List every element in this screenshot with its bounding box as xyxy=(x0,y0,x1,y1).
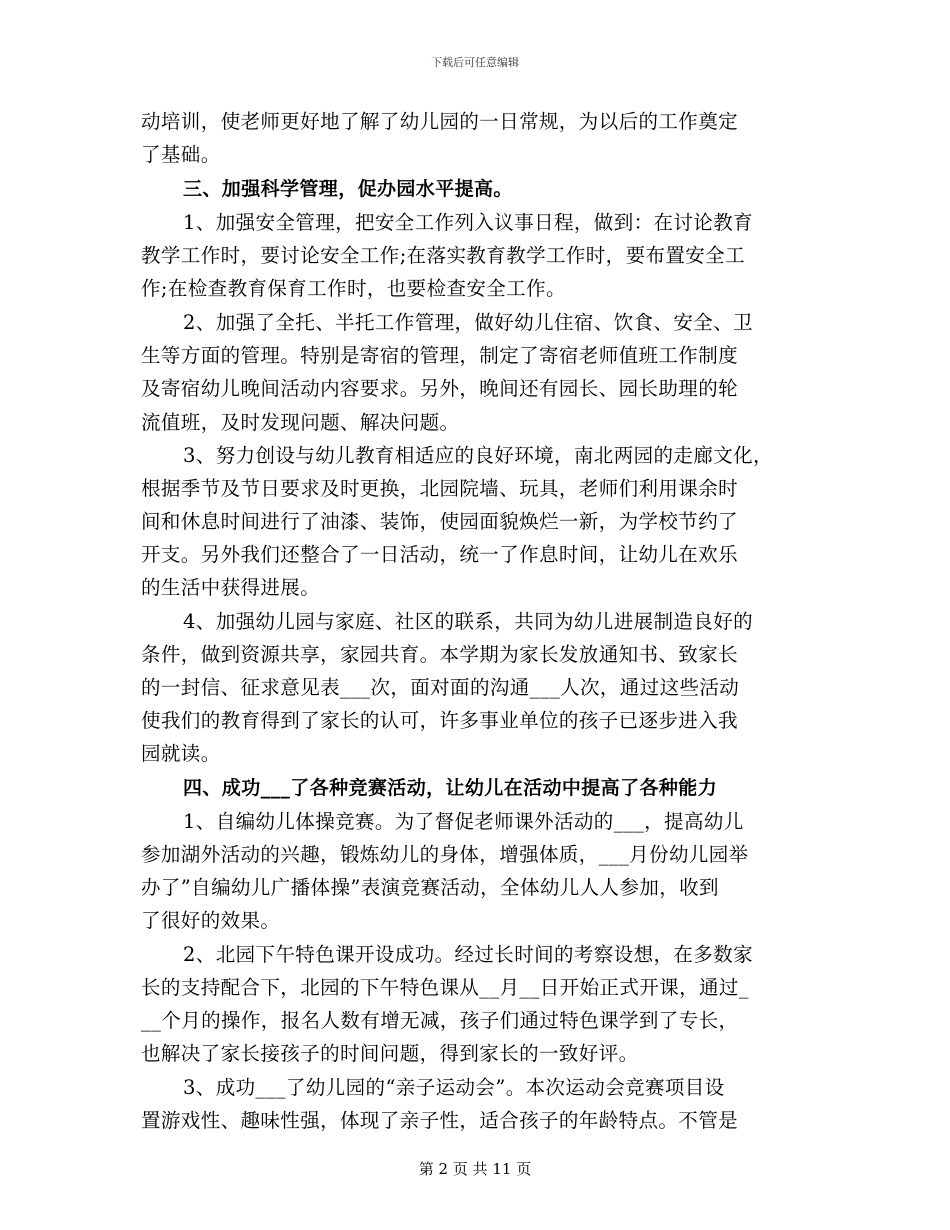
text-line: 条件，做到资源共享，家园共育。本学期为家长发放通知书、致家长 xyxy=(141,643,739,666)
text-line: 了很好的效果。 xyxy=(141,909,281,932)
text-line: 的一封信、征求意见表___次，面对面的沟通___人次，通过这些活动 xyxy=(141,676,740,699)
text-line: 4、加强幼儿园与家庭、社区的联系，共同为幼儿进展制造良好的 xyxy=(183,610,754,633)
text-line: __个月的操作，报名人数有增无减，孩子们通过特色课学到了专长， xyxy=(141,1009,739,1032)
text-line: 的生活中获得进展。 xyxy=(141,576,321,599)
text-line: 开支。另外我们还整合了一日活动，统一了作息时间，让幼儿在欢乐 xyxy=(141,543,739,566)
section-heading: 三、加强科学管理，促办园水平提高。 xyxy=(183,178,513,200)
text-line: 教学工作时，要讨论安全工作;在落实教育教学工作时，要布置安全工 xyxy=(141,244,745,267)
text-line: 3、成功___了幼儿园的“亲子运动会”。本次运动会竞赛项目设 xyxy=(183,1076,725,1099)
text-line: 也解决了家长接孩子的时间问题，得到家长的一致好评。 xyxy=(141,1042,639,1065)
text-line: 1、加强安全管理，把安全工作列入议事日程，做到：在讨论教育 xyxy=(183,211,754,234)
text-line: 3、努力创设与幼儿教育相适应的良好环境，南北两园的走廊文化， xyxy=(183,444,773,467)
text-line: 1、自编幼儿体操竞赛。为了督促老师课外活动的___，提高幼儿 xyxy=(183,810,744,833)
section-heading: 四、成功___了各种竞赛活动，让幼儿在活动中提高了各种能力 xyxy=(183,777,718,799)
text-line: 办了”自编幼儿广播体操”表演竞赛活动，全体幼儿人人参加，收到 xyxy=(141,876,719,899)
text-line: 使我们的教育得到了家长的认可，许多事业单位的孩子已逐步进入我 xyxy=(141,709,739,732)
text-line: 2、加强了全托、半托工作管理，做好幼儿住宿、饮食、安全、卫 xyxy=(183,311,754,334)
page-header-note: 下载后可任意编辑 xyxy=(431,56,519,69)
text-line: 及寄宿幼儿晚间活动内容要求。另外，晚间还有园长、园长助理的轮 xyxy=(141,377,739,400)
text-line: 置游戏性、趣味性强，体现了亲子性，适合孩子的年龄特点。不管是 xyxy=(141,1109,739,1132)
text-line: 生等方面的管理。特别是寄宿的管理，制定了寄宿老师值班工作制度 xyxy=(141,344,739,367)
text-line: 2、北园下午特色课开设成功。经过长时间的考察设想，在多数家 xyxy=(183,943,754,966)
text-line: 作;在检查教育保育工作时，也要检查安全工作。 xyxy=(141,277,566,300)
text-line: 参加湖外活动的兴趣，锻炼幼儿的身体，增强体质，___月份幼儿园举 xyxy=(141,843,749,866)
text-line: 长的支持配合下，北园的下午特色课从__月__日开始正式开课，通过_ xyxy=(141,976,749,999)
text-line: 间和休息时间进行了油漆、装饰，使园面貌焕烂一新，为学校节约了 xyxy=(141,510,739,533)
text-line: 了基础。 xyxy=(141,143,221,166)
text-line: 流值班，及时发现问题、解决问题。 xyxy=(141,411,460,434)
text-line: 园就读。 xyxy=(141,742,221,765)
text-line: 动培训，使老师更好地了解了幼儿园的一日常规，为以后的工作奠定 xyxy=(141,110,739,133)
page-number: 第 2 页 共 11 页 xyxy=(418,1160,532,1178)
text-line: 根据季节及节日要求及时更换，北园院墙、玩具，老师们利用课余时 xyxy=(141,477,739,500)
